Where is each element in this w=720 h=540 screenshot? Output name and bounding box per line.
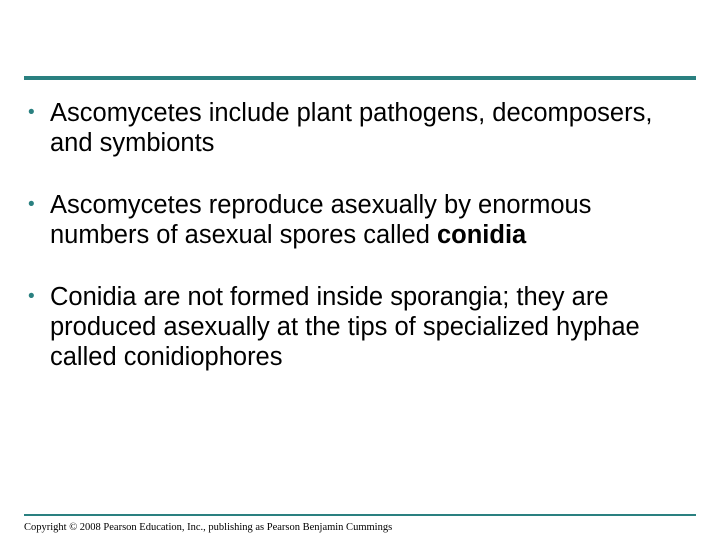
bullet-text: Conidia are not formed inside sporangia; they are produced asexually at the tips of specialized hyphae called conidiophores [50,283,640,371]
bullet-icon: • [28,194,35,215]
bullet-emphasis-term: conidia [436,221,527,249]
bullet-icon: • [28,102,35,123]
bullet-icon: • [28,286,35,307]
top-divider [24,76,696,80]
bullet-list [24,98,684,404]
bullet-text: Ascomycetes include plant pathogens, decomposers, and symbionts [50,99,653,157]
bullet-item [24,190,684,250]
bullet-item [24,282,684,372]
copyright-notice: Copyright © 2008 Pearson Education, Inc., publishing as Pearson Benjamin Cummings [24,522,393,533]
bottom-divider [24,514,696,516]
bullet-item [24,98,684,158]
bullet-text: Ascomycetes reproduce asexually by enormous numbers of asexual spores called [50,191,592,249]
